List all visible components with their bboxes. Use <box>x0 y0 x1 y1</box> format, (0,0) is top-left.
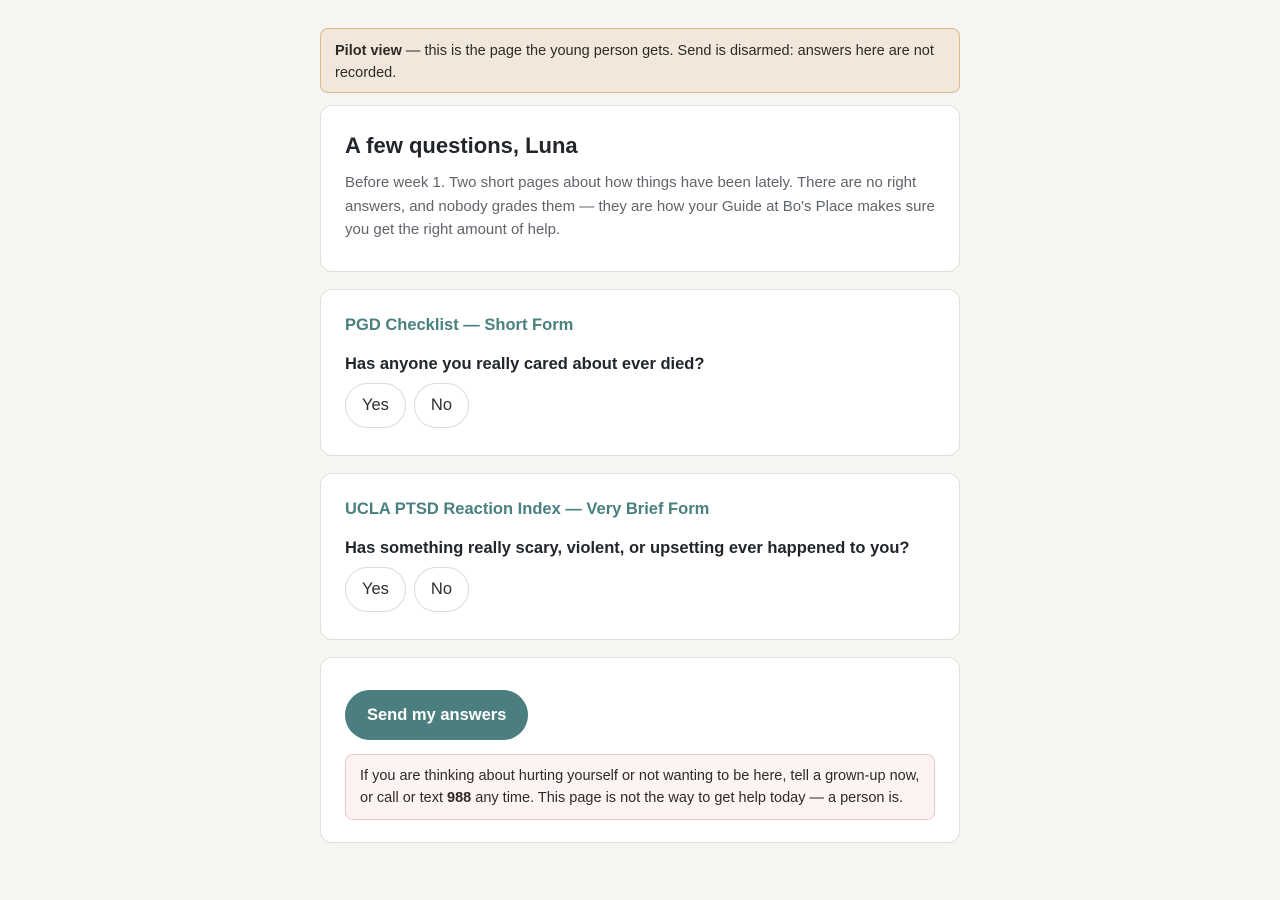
yes-button-pgd[interactable]: Yes <box>345 383 406 428</box>
send-answers-button[interactable]: Send my answers <box>345 690 528 740</box>
question-ucla: Has something really scary, violent, or upsetting ever happened to you? <box>345 539 910 557</box>
section-title-pgd: PGD Checklist — Short Form <box>345 316 574 334</box>
page <box>320 28 960 843</box>
send-card <box>320 657 960 843</box>
page-title: A few questions, Luna <box>345 133 578 158</box>
pgd-checklist-card <box>320 289 960 456</box>
question-pgd: Has anyone you really cared about ever died? <box>345 355 705 373</box>
crisis-text-before: If you are thinking about hurting yourself or not wanting to be here, tell a grown-up now, or call or text <box>360 768 920 806</box>
no-button-ucla[interactable]: No <box>414 567 469 612</box>
crisis-text-after: any time. This page is not the way to get help today — a person is. <box>471 790 903 806</box>
ucla-ptsd-card <box>320 473 960 640</box>
pilot-view-label: Pilot view <box>335 43 402 59</box>
no-button-pgd[interactable]: No <box>414 383 469 428</box>
answer-choices-pgd <box>345 383 935 428</box>
section-title-ucla: UCLA PTSD Reaction Index — Very Brief Form <box>345 500 710 518</box>
pilot-view-banner <box>320 28 960 93</box>
pilot-view-text: — this is the page the young person gets. Send is disarmed: answers here are not recorded. <box>335 43 934 81</box>
intro-description: Before week 1. Two short pages about how things have been lately. There are no right answers, and nobody grades them — they are how your Guide at Bo's Place makes sure you get the right amount of help. <box>345 174 935 238</box>
crisis-notice <box>345 754 935 820</box>
intro-card <box>320 105 960 272</box>
yes-button-ucla[interactable]: Yes <box>345 567 406 612</box>
crisis-number: 988 <box>447 790 472 806</box>
answer-choices-ucla <box>345 567 935 612</box>
